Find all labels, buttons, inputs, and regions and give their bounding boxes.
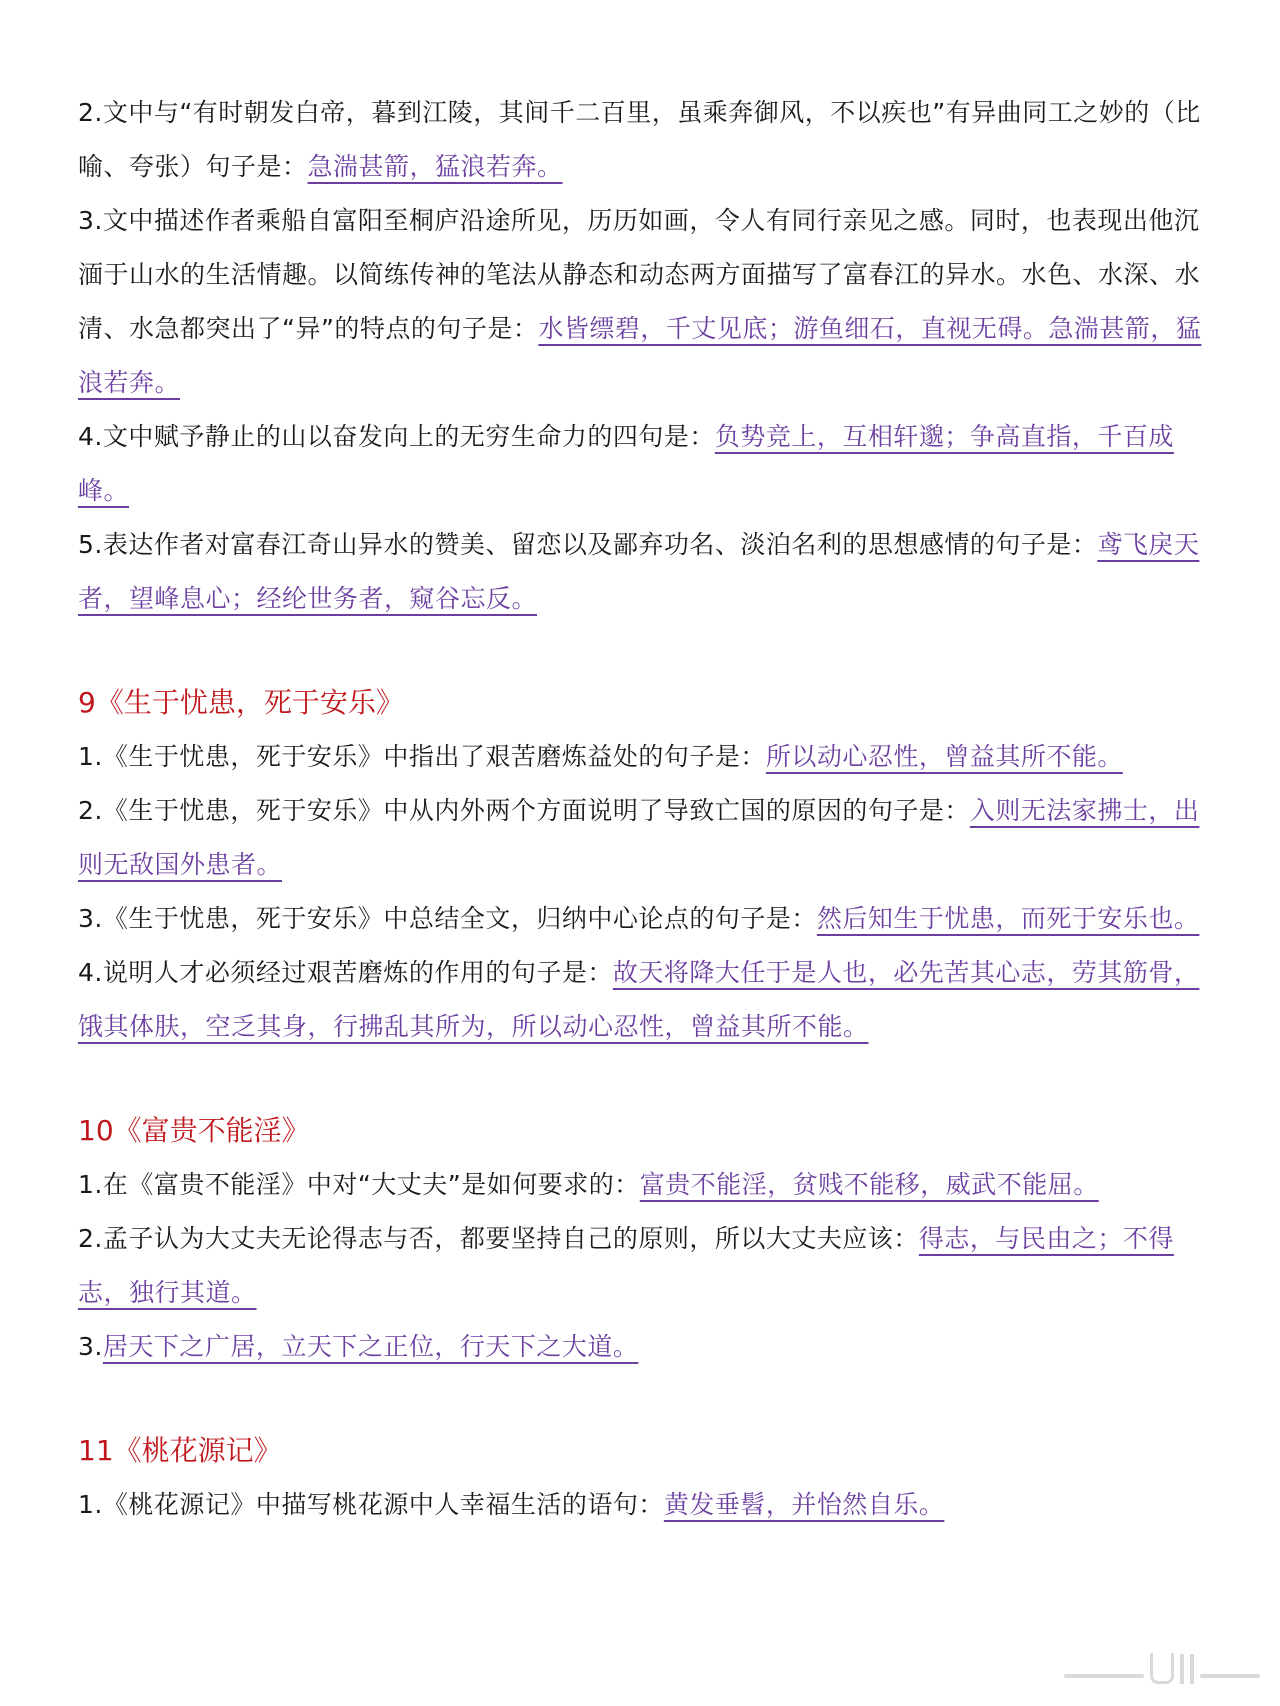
logo-line-icon (1200, 1674, 1260, 1678)
answer-text: 富贵不能淫，贫贱不能移，威武不能屈。 (639, 1170, 1099, 1199)
question-text: 3. (78, 1332, 103, 1361)
question-item (78, 410, 1214, 518)
document-body (78, 86, 1214, 1532)
answer-text: 居天下之广居，立天下之正位，行天下之大道。 (102, 1332, 639, 1361)
question-text: 2.《生于忧患，死于安乐》中从内外两个方面说明了导致亡国的原因的句子是： (78, 796, 970, 825)
answer-text: 入则无法家拂士，出则无敌国外患者。 (78, 796, 1200, 879)
question-text: 1.《生于忧患，死于安乐》中指出了艰苦磨炼益处的句子是： (78, 742, 766, 771)
question-text: 5.表达作者对富春江奇山异水的赞美、留恋以及鄙弃功名、淡泊名利的思想感情的句子是： (78, 530, 1098, 559)
question-item (78, 1158, 1214, 1212)
answer-text: 黄发垂髫，并怡然自乐。 (663, 1490, 945, 1519)
answer-text: 故天将降大任于是人也，必先苦其心志，劳其筋骨，饿其体肤，空乏其身，行拂乱其所为，所以动心忍性，曾益其所不能。 (78, 958, 1200, 1041)
question-item (78, 730, 1214, 784)
logo-line-icon (1064, 1674, 1144, 1678)
answer-text: 水皆缥碧，千丈见底；游鱼细石，直视无碍。急湍甚箭，猛浪若奔。 (78, 314, 1202, 397)
question-text: 3.文中描述作者乘船自富阳至桐庐沿途所见，历历如画，令人有同行亲见之感。同时，也表现出他沉湎于山水的生活情趣。以简练传神的笔法从静态和动态两方面描写了富春江的异水。水色、水深、水清、水急都突出了“异”的特点的句子是： (78, 206, 1201, 343)
question-item (78, 518, 1214, 626)
question-item (78, 194, 1214, 410)
question-text: 4.说明人才必须经过艰苦磨炼的作用的句子是： (78, 958, 613, 987)
question-item (78, 1478, 1214, 1532)
logo-bar-icon (1190, 1654, 1194, 1684)
section-title: 9《生于忧患，死于安乐》 (78, 686, 404, 719)
logo-bar-icon (1180, 1654, 1184, 1684)
question-item (78, 892, 1214, 946)
question-item (78, 1212, 1214, 1320)
section-title: 10《富贵不能淫》 (78, 1114, 310, 1147)
answer-text: 然后知生于忧患，而死于安乐也。 (816, 904, 1200, 933)
answer-text: 鸢飞戾天者，望峰息心；经纶世务者，窥谷忘反。 (78, 530, 1200, 613)
answer-text: 所以动心忍性，曾益其所不能。 (765, 742, 1123, 771)
question-text: 2.孟子认为大丈夫无论得志与否，都要坚持自己的原则，所以大丈夫应该： (78, 1224, 919, 1253)
question-text: 1.在《富贵不能淫》中对“大丈夫”是如何要求的： (78, 1170, 640, 1199)
section-title: 11《桃花源记》 (78, 1434, 282, 1467)
answer-text: 急湍甚箭，猛浪若奔。 (307, 152, 563, 181)
question-text: 1.《桃花源记》中描写桃花源中人幸福生活的语句： (78, 1490, 664, 1519)
question-item (78, 86, 1214, 194)
answer-text: 负势竞上，互相轩邈；争高直指，千百成峰。 (78, 422, 1174, 505)
question-item (78, 1320, 1214, 1374)
answer-text: 得志，与民由之；不得志，独行其道。 (78, 1224, 1174, 1307)
question-item (78, 946, 1214, 1054)
logo-u-icon (1150, 1653, 1174, 1684)
watermark-logo-icon (1064, 1653, 1260, 1684)
question-text: 4.文中赋予静止的山以奋发向上的无穷生命力的四句是： (78, 422, 715, 451)
question-text: 2.文中与“有时朝发白帝，暮到江陵，其间千二百里，虽乘奔御风，不以疾也”有异曲同工之妙的（比喻、夸张）句子是： (78, 98, 1201, 181)
question-item (78, 784, 1214, 892)
question-text: 3.《生于忧患，死于安乐》中总结全文，归纳中心论点的句子是： (78, 904, 817, 933)
